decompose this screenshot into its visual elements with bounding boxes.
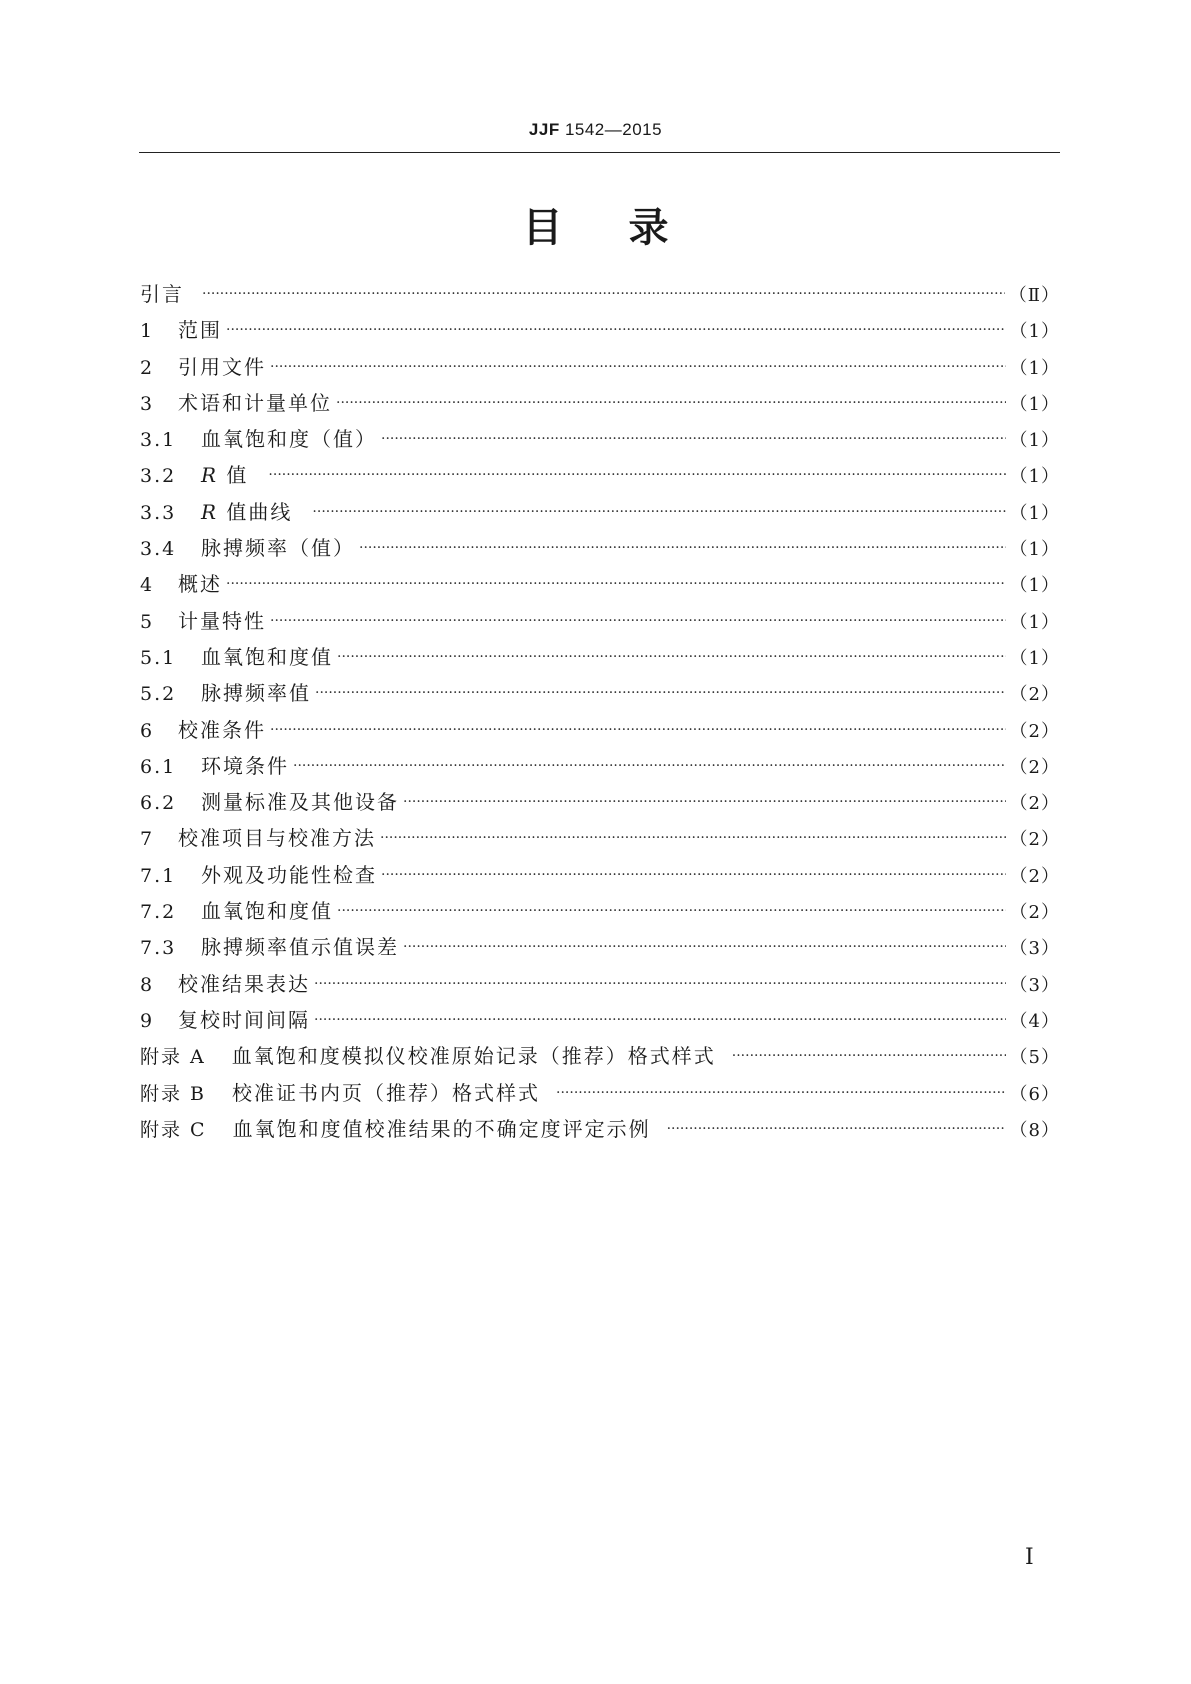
toc-entry-number: 4 <box>140 574 155 597</box>
toc-entry-number: 7.3 <box>140 937 177 960</box>
toc-entry[interactable] <box>140 895 1060 931</box>
toc-leader-dots <box>381 867 1006 883</box>
toc-entry[interactable] <box>140 423 1060 459</box>
toc-entry-page: （2） <box>1009 756 1060 778</box>
toc-leader-dots <box>403 794 1006 810</box>
toc-entry[interactable] <box>140 931 1060 967</box>
toc-entry[interactable] <box>140 605 1060 641</box>
toc-entry-number: 附录 A <box>140 1046 206 1069</box>
toc-entry[interactable] <box>140 568 1060 604</box>
standard-code: JJF <box>528 120 560 139</box>
toc-entry-text: 环境条件 <box>201 753 289 778</box>
header-rule <box>139 152 1060 153</box>
toc-entry-number: 6.1 <box>140 755 177 778</box>
toc-entry-number: 附录 B <box>140 1082 207 1105</box>
toc-entry-number: 9 <box>140 1009 155 1032</box>
toc-leader-dots <box>312 504 1005 520</box>
toc-entry-text: 校准项目与校准方法 <box>178 826 376 851</box>
toc-entry-number: 6 <box>140 719 155 742</box>
toc-leader-dots <box>556 1085 1006 1101</box>
toc-leader-dots <box>270 359 1006 375</box>
toc-entry-number: 3 <box>140 392 155 415</box>
toc-leader-dots <box>314 1012 1006 1028</box>
toc-leader-dots <box>270 722 1006 738</box>
running-header <box>0 120 1191 140</box>
toc-entry[interactable] <box>140 859 1060 895</box>
toc-entry-text-rest: 值曲线 <box>218 499 293 524</box>
toc-entry-number: 3.1 <box>140 429 177 452</box>
page-number: I <box>1025 1545 1034 1570</box>
toc-entry-page: （1） <box>1009 539 1060 561</box>
toc-entry[interactable] <box>140 1077 1060 1113</box>
toc-leader-dots <box>337 649 1006 665</box>
toc-entry-italic-symbol: R <box>201 463 219 488</box>
toc-entry[interactable] <box>140 968 1060 1004</box>
toc-entry-number: 1 <box>140 320 155 343</box>
toc-entry-page: （3） <box>1009 938 1060 960</box>
toc-entry[interactable] <box>140 677 1060 713</box>
toc-entry-page: （2） <box>1009 829 1060 851</box>
toc-entry-italic-symbol: R <box>201 499 219 524</box>
toc-entry-text: 复校时间间隔 <box>178 1007 310 1032</box>
toc-leader-dots <box>314 976 1006 992</box>
toc-entry-text <box>201 496 292 525</box>
toc-leader-dots <box>359 540 1006 556</box>
toc-entry[interactable] <box>140 750 1060 786</box>
toc-title-char-2: 录 <box>628 205 669 251</box>
toc-entry-text: 血氧饱和度值 <box>201 899 333 924</box>
toc-entry[interactable] <box>140 1113 1060 1149</box>
toc-entry-page: （2） <box>1009 720 1060 742</box>
toc-entry-text: 血氧饱和度值校准结果的不确定度评定示例 <box>232 1116 651 1141</box>
toc-entry-page: （1） <box>1009 393 1060 415</box>
toc-entry-number: 2 <box>140 356 155 379</box>
toc-entry-text: 计量特性 <box>178 608 266 633</box>
toc-entry-page: （1） <box>1009 430 1060 452</box>
toc-entry[interactable] <box>140 496 1060 532</box>
toc-leader-dots <box>336 395 1006 411</box>
toc-entry-text: 引言 <box>140 282 184 306</box>
toc-entry-text: 引用文件 <box>178 354 266 379</box>
toc-entry-page: （2） <box>1009 684 1060 706</box>
table-of-contents <box>140 278 1060 1149</box>
toc-entry[interactable] <box>140 641 1060 677</box>
toc-entry-text: 测量标准及其他设备 <box>201 790 399 815</box>
toc-entry-number: 3.2 <box>140 465 177 488</box>
toc-entry-number: 8 <box>140 973 155 996</box>
toc-entry-text: 术语和计量单位 <box>178 390 332 415</box>
toc-entry-page: （1） <box>1009 502 1060 524</box>
toc-entry-number: 7.1 <box>140 864 177 887</box>
toc-entry-page: （1） <box>1009 575 1060 597</box>
toc-entry-text: 脉搏频率值 <box>201 681 311 706</box>
toc-entry-text: 脉搏频率值示值误差 <box>201 935 399 960</box>
toc-entry-text: 血氧饱和度模拟仪校准原始记录（推荐）格式样式 <box>231 1044 716 1069</box>
toc-entry-text: 血氧饱和度值 <box>201 644 333 669</box>
toc-entry-text: 概述 <box>178 572 222 597</box>
toc-entry-page: （2） <box>1009 902 1060 924</box>
toc-entry-page: （5） <box>1009 1047 1060 1069</box>
toc-entry-number: 5 <box>140 610 155 633</box>
toc-entry[interactable] <box>140 1040 1060 1076</box>
toc-entry-number: 7.2 <box>140 901 177 924</box>
toc-entry-number: 6.2 <box>140 792 177 815</box>
toc-entry[interactable] <box>140 278 1060 314</box>
toc-entry-number: 附录 C <box>140 1118 207 1141</box>
toc-entry[interactable] <box>140 1004 1060 1040</box>
toc-entry[interactable] <box>140 786 1060 822</box>
toc-entry-text: 校准结果表达 <box>178 971 310 996</box>
toc-entry-page: （1） <box>1009 466 1060 488</box>
toc-entry-page: （3） <box>1009 974 1060 996</box>
toc-leader-dots <box>403 939 1006 955</box>
toc-entry[interactable] <box>140 714 1060 750</box>
toc-leader-dots <box>270 613 1006 629</box>
toc-entry[interactable] <box>140 822 1060 858</box>
toc-leader-dots <box>268 467 1005 483</box>
toc-entry[interactable] <box>140 532 1060 568</box>
toc-entry-number: 3.4 <box>140 538 177 561</box>
toc-entry-number: 7 <box>140 828 155 851</box>
toc-entry-page: （1） <box>1009 321 1060 343</box>
toc-entry[interactable] <box>140 459 1060 495</box>
toc-entry-text: 校准条件 <box>178 717 266 742</box>
toc-entry-text <box>201 459 248 488</box>
toc-entry-text: 范围 <box>178 318 222 343</box>
toc-leader-dots <box>381 431 1006 447</box>
toc-entry-page: （6） <box>1009 1083 1060 1105</box>
toc-leader-dots <box>226 576 1006 592</box>
toc-entry[interactable] <box>140 314 1060 350</box>
toc-entry[interactable] <box>140 351 1060 387</box>
toc-entry[interactable] <box>140 387 1060 423</box>
toc-entry-number: 5.2 <box>140 683 177 706</box>
toc-leader-dots <box>380 830 1006 846</box>
toc-entry-page: （1） <box>1009 611 1060 633</box>
toc-entry-text: 血氧饱和度（值） <box>201 427 377 452</box>
standard-number: 1542—2015 <box>564 120 663 139</box>
toc-entry-text: 校准证书内页（推荐）格式样式 <box>232 1080 541 1105</box>
toc-leader-dots <box>315 685 1006 701</box>
toc-entry-page: （1） <box>1009 357 1060 379</box>
toc-entry-page: （2） <box>1009 865 1060 887</box>
toc-leader-dots <box>667 1121 1006 1137</box>
toc-title-char-1: 目 <box>522 205 563 251</box>
toc-leader-dots <box>337 903 1006 919</box>
toc-entry-number: 5.1 <box>140 646 177 669</box>
toc-entry-text-rest: 值 <box>218 463 249 488</box>
toc-leader-dots <box>202 286 1005 302</box>
toc-entry-page: （8） <box>1009 1119 1060 1141</box>
toc-entry-text: 脉搏频率（值） <box>201 536 355 561</box>
toc-title <box>0 196 1191 253</box>
toc-leader-dots <box>293 758 1006 774</box>
toc-leader-dots <box>226 322 1006 338</box>
toc-entry-text: 外观及功能性检查 <box>201 862 377 887</box>
toc-entry-page: （1） <box>1009 647 1060 669</box>
toc-entry-page: （2） <box>1009 793 1060 815</box>
toc-entry-page: （Ⅱ） <box>1008 285 1060 306</box>
toc-entry-page: （4） <box>1009 1010 1060 1032</box>
toc-entry-number: 3.3 <box>140 501 177 524</box>
toc-leader-dots <box>732 1048 1006 1064</box>
